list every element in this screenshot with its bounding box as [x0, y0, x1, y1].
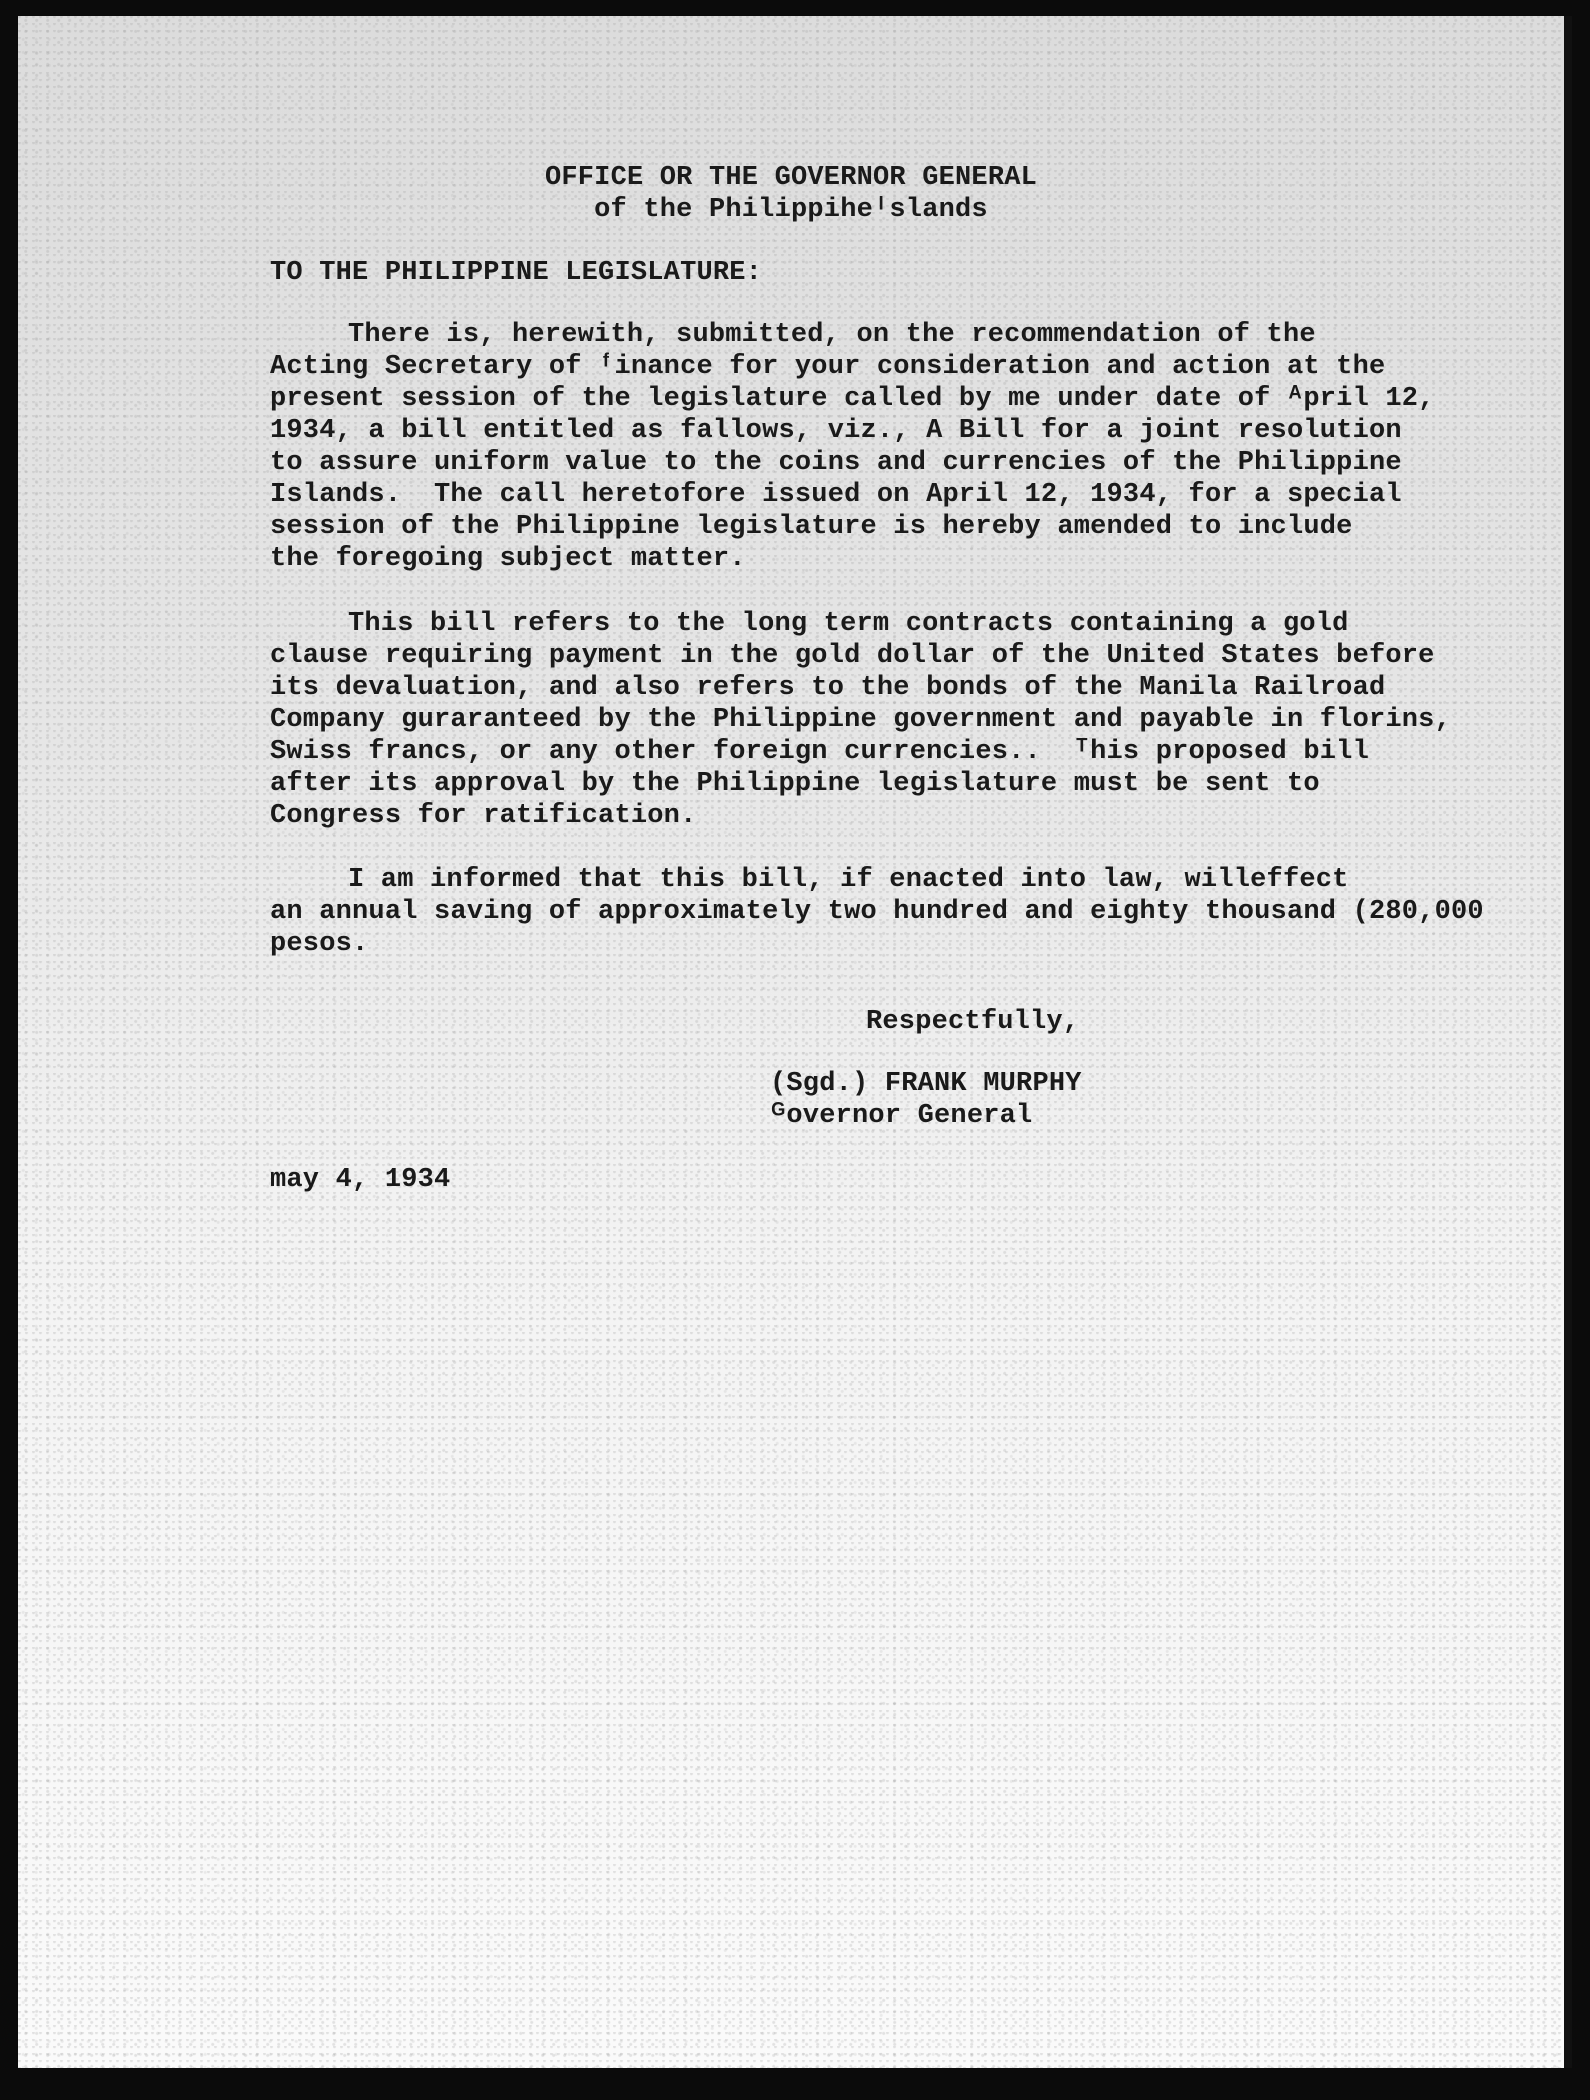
signer-title: ᴳovernor General — [770, 1101, 1033, 1131]
paragraph-line: pesos. — [270, 929, 369, 959]
paragraph-line: its devaluation, and also refers to the bonds of the Manila Railroad — [270, 673, 1386, 703]
signature: (Sgd.) FRANK MURPHY — [770, 1069, 1082, 1099]
paragraph-line: Acting Secretary of ᶠinance for your consideration and action at the — [270, 352, 1386, 382]
paragraph-line: an annual saving of approximately two hundred and eighty thousand (280,000 — [270, 897, 1484, 927]
paragraph-line: Swiss francs, or any other foreign currencies.. ᵀhis proposed bill — [270, 737, 1369, 767]
document-page — [18, 16, 1564, 2068]
paragraph-line: after its approval by the Philippine legislature must be sent to — [270, 769, 1320, 799]
paragraph-line: This bill refers to the long term contracts containing a gold — [348, 609, 1349, 639]
paragraph-line: Congress for ratification. — [270, 801, 697, 831]
date: may 4, 1934 — [270, 1165, 451, 1195]
paragraph-line: to assure uniform value to the coins and currencies of the Philippine — [270, 448, 1402, 478]
paragraph-line: Islands. The call heretofore issued on April 12, 1934, for a special — [270, 480, 1402, 510]
paragraph-line: I am informed that this bill, if enacted into law, willeffect — [348, 865, 1349, 895]
heading-line-2: of the Philippiheᴵslands — [594, 195, 988, 225]
paragraph-line: 1934, a bill entitled as fallows, viz., A Bill for a joint resolution — [270, 416, 1402, 446]
paragraph-line: present session of the legislature called by me under date of ᴬpril 12, — [270, 384, 1435, 414]
heading-line-1: OFFICE OR THE GOVERNOR GENERAL — [544, 163, 1038, 193]
paragraph-line: session of the Philippine legislature is hereby amended to include — [270, 512, 1353, 542]
closing: Respectfully, — [866, 1007, 1080, 1037]
page-edge — [1564, 16, 1572, 2068]
paragraph-line: clause requiring payment in the gold dollar of the United States before — [270, 641, 1435, 671]
paragraph-line: There is, herewith, submitted, on the recommendation of the — [348, 320, 1316, 350]
salutation: TO THE PHILIPPINE LEGISLATURE: — [270, 258, 763, 288]
paragraph-line: the foregoing subject matter. — [270, 544, 746, 574]
paragraph-line: Company guraranteed by the Philippine government and payable in florins, — [270, 705, 1451, 735]
